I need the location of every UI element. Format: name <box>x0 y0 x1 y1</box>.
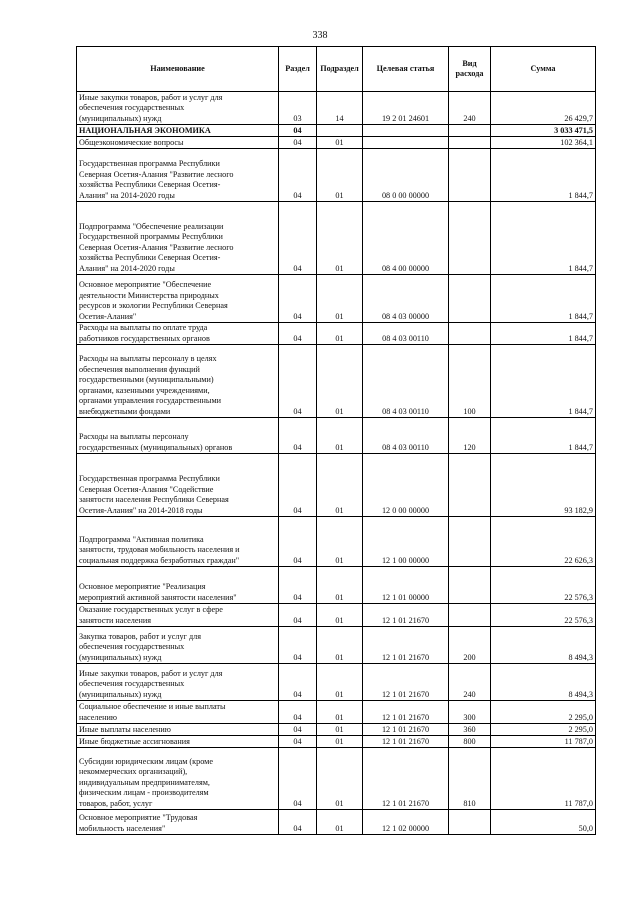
row-expense-type-cell <box>449 137 491 149</box>
row-amount-cell: 1 844,7 <box>491 275 596 323</box>
row-expense-type-cell <box>449 149 491 202</box>
row-subsection-cell: 01 <box>317 736 363 748</box>
row-amount-cell: 3 033 471,5 <box>491 125 596 137</box>
table-header-row <box>77 47 596 92</box>
row-subsection-cell: 01 <box>317 202 363 275</box>
row-article-cell: 08 4 03 00000 <box>363 275 449 323</box>
row-section-cell: 04 <box>279 323 317 345</box>
row-subsection-cell: 01 <box>317 137 363 149</box>
row-article-cell: 12 1 01 21670 <box>363 604 449 627</box>
row-name-cell: Расходы на выплаты персоналу в целях обеспечения выполнения функций государственными (муниципальными) органами, казенными учреждениями, органами управления государственными внебюджетными фондами <box>77 345 279 418</box>
row-name-cell: Основное мероприятие "Обеспечение деятельности Министерства природных ресурсов и экологии Республики Северная Осетия-Алания" <box>77 275 279 323</box>
table-row <box>77 275 596 323</box>
table-row <box>77 137 596 149</box>
row-article-cell <box>363 125 449 137</box>
row-subsection-cell: 01 <box>317 604 363 627</box>
row-subsection-cell: 01 <box>317 149 363 202</box>
table-row <box>77 567 596 604</box>
row-article-cell: 12 1 01 21670 <box>363 736 449 748</box>
row-expense-type-cell <box>449 202 491 275</box>
row-name-cell: Иные закупки товаров, работ и услуг для обеспечения государственных (муниципальных) нужд <box>77 92 279 125</box>
row-expense-type-cell <box>449 567 491 604</box>
row-name-cell: Субсидии юридическим лицам (кроме некоммерческих организаций), индивидуальным предпринимателям, физическим лицам - производителям товаров, работ, услуг <box>77 748 279 810</box>
row-section-cell: 04 <box>279 748 317 810</box>
row-amount-cell: 22 576,3 <box>491 604 596 627</box>
row-expense-type-cell: 100 <box>449 345 491 418</box>
row-section-cell: 04 <box>279 202 317 275</box>
row-section-cell: 04 <box>279 627 317 664</box>
row-name-cell: Расходы на выплаты по оплате труда работников государственных органов <box>77 323 279 345</box>
row-amount-cell: 22 576,3 <box>491 567 596 604</box>
row-name-cell: Общеэкономические вопросы <box>77 137 279 149</box>
row-expense-type-cell <box>449 517 491 567</box>
row-name-cell: Закупка товаров, работ и услуг для обеспечения государственных (муниципальных) нужд <box>77 627 279 664</box>
row-amount-cell: 1 844,7 <box>491 418 596 454</box>
row-amount-cell: 2 295,0 <box>491 724 596 736</box>
row-section-cell: 04 <box>279 454 317 517</box>
row-name-cell: Иные бюджетные ассигнования <box>77 736 279 748</box>
row-expense-type-cell: 800 <box>449 736 491 748</box>
row-article-cell: 12 1 01 00000 <box>363 567 449 604</box>
row-section-cell: 04 <box>279 418 317 454</box>
row-expense-type-cell: 120 <box>449 418 491 454</box>
header-amount: Сумма <box>491 47 596 92</box>
header-name: Наименование <box>77 47 279 92</box>
table-row <box>77 517 596 567</box>
row-amount-cell: 50,0 <box>491 810 596 835</box>
table-row <box>77 323 596 345</box>
table-row <box>77 149 596 202</box>
row-expense-type-cell: 810 <box>449 748 491 810</box>
row-expense-type-cell <box>449 125 491 137</box>
table-row <box>77 701 596 724</box>
header-target-article: Целевая статья <box>363 47 449 92</box>
header-expense-type: Вид расхода <box>449 47 491 92</box>
row-section-cell: 04 <box>279 149 317 202</box>
row-subsection-cell: 01 <box>317 701 363 724</box>
row-expense-type-cell: 200 <box>449 627 491 664</box>
row-section-cell: 04 <box>279 736 317 748</box>
row-subsection-cell: 01 <box>317 345 363 418</box>
row-section-cell: 04 <box>279 724 317 736</box>
row-name-cell: Оказание государственных услуг в сфере занятости населения <box>77 604 279 627</box>
row-article-cell: 12 1 01 21670 <box>363 664 449 701</box>
row-article-cell: 08 4 03 00110 <box>363 418 449 454</box>
row-name-cell: Расходы на выплаты персоналу государственных (муниципальных) органов <box>77 418 279 454</box>
header-subsection: Подраздел <box>317 47 363 92</box>
row-article-cell: 12 1 01 21670 <box>363 627 449 664</box>
row-section-cell: 04 <box>279 664 317 701</box>
row-subsection-cell: 01 <box>317 517 363 567</box>
row-amount-cell: 8 494,3 <box>491 664 596 701</box>
row-amount-cell: 1 844,7 <box>491 345 596 418</box>
row-amount-cell: 8 494,3 <box>491 627 596 664</box>
row-subsection-cell: 01 <box>317 418 363 454</box>
row-expense-type-cell: 240 <box>449 664 491 701</box>
row-section-cell: 04 <box>279 345 317 418</box>
table-row <box>77 92 596 125</box>
row-article-cell: 12 1 01 21670 <box>363 701 449 724</box>
row-section-cell: 04 <box>279 567 317 604</box>
row-name-cell: Иные выплаты населению <box>77 724 279 736</box>
row-section-cell: 04 <box>279 125 317 137</box>
row-article-cell: 19 2 01 24601 <box>363 92 449 125</box>
row-subsection-cell: 14 <box>317 92 363 125</box>
row-subsection-cell: 01 <box>317 323 363 345</box>
row-article-cell: 08 4 03 00110 <box>363 323 449 345</box>
row-name-cell: Основное мероприятие "Реализация мероприятий активной занятости населения" <box>77 567 279 604</box>
row-expense-type-cell: 300 <box>449 701 491 724</box>
row-name-cell: Государственная программа Республики Северная Осетия-Алания "Развитие лесного хозяйства Республики Северная Осетия- Алания" на 2014-2020 годы <box>77 149 279 202</box>
table-row <box>77 454 596 517</box>
table-row <box>77 418 596 454</box>
table-row <box>77 810 596 835</box>
row-article-cell: 08 4 03 00110 <box>363 345 449 418</box>
budget-table <box>76 46 596 835</box>
row-article-cell <box>363 137 449 149</box>
row-article-cell: 12 1 01 21670 <box>363 748 449 810</box>
row-article-cell: 08 4 00 00000 <box>363 202 449 275</box>
row-amount-cell: 22 626,3 <box>491 517 596 567</box>
row-name-cell: Основное мероприятие "Трудовая мобильность населения" <box>77 810 279 835</box>
table-row <box>77 345 596 418</box>
row-article-cell: 12 1 02 00000 <box>363 810 449 835</box>
table-row <box>77 736 596 748</box>
row-article-cell: 08 0 00 00000 <box>363 149 449 202</box>
row-amount-cell: 1 844,7 <box>491 323 596 345</box>
row-expense-type-cell <box>449 604 491 627</box>
row-name-cell: Социальное обеспечение и иные выплаты населению <box>77 701 279 724</box>
row-amount-cell: 11 787,0 <box>491 748 596 810</box>
row-section-cell: 04 <box>279 517 317 567</box>
header-section: Раздел <box>279 47 317 92</box>
row-section-cell: 04 <box>279 137 317 149</box>
row-section-cell: 04 <box>279 275 317 323</box>
row-article-cell: 12 1 01 21670 <box>363 724 449 736</box>
row-expense-type-cell: 240 <box>449 92 491 125</box>
row-subsection-cell <box>317 125 363 137</box>
row-amount-cell: 102 364,1 <box>491 137 596 149</box>
row-amount-cell: 26 429,7 <box>491 92 596 125</box>
row-expense-type-cell: 360 <box>449 724 491 736</box>
row-name-cell: Иные закупки товаров, работ и услуг для обеспечения государственных (муниципальных) нужд <box>77 664 279 701</box>
row-name-cell: НАЦИОНАЛЬНАЯ ЭКОНОМИКА <box>77 125 279 137</box>
row-section-cell: 04 <box>279 604 317 627</box>
table-row <box>77 604 596 627</box>
row-expense-type-cell <box>449 810 491 835</box>
row-subsection-cell: 01 <box>317 567 363 604</box>
row-subsection-cell: 01 <box>317 810 363 835</box>
row-name-cell: Подпрограмма "Обеспечение реализации Государственной программы Республики Северная Осетия-Алания "Развитие лесного хозяйства Республики Северная Осетия- Алания" на 2014-2020 годы <box>77 202 279 275</box>
row-subsection-cell: 01 <box>317 275 363 323</box>
table-row <box>77 627 596 664</box>
table-row <box>77 202 596 275</box>
row-expense-type-cell <box>449 323 491 345</box>
row-article-cell: 12 0 00 00000 <box>363 454 449 517</box>
row-subsection-cell: 01 <box>317 724 363 736</box>
row-article-cell: 12 1 00 00000 <box>363 517 449 567</box>
row-amount-cell: 11 787,0 <box>491 736 596 748</box>
row-expense-type-cell <box>449 275 491 323</box>
table-row <box>77 748 596 810</box>
row-amount-cell: 1 844,7 <box>491 202 596 275</box>
row-expense-type-cell <box>449 454 491 517</box>
table-row <box>77 664 596 701</box>
page-number: 338 <box>312 30 328 41</box>
row-amount-cell: 93 182,9 <box>491 454 596 517</box>
row-section-cell: 03 <box>279 92 317 125</box>
row-name-cell: Подпрограмма "Активная политика занятости, трудовая мобильность населения и социальная поддержка безработных граждан" <box>77 517 279 567</box>
table-row <box>77 724 596 736</box>
row-name-cell: Государственная программа Республики Северная Осетия-Алания "Содействие занятости населения Республики Северная Осетия-Алания" на 2014-2018 годы <box>77 454 279 517</box>
table-row <box>77 125 596 137</box>
row-subsection-cell: 01 <box>317 664 363 701</box>
row-section-cell: 04 <box>279 810 317 835</box>
row-section-cell: 04 <box>279 701 317 724</box>
row-amount-cell: 1 844,7 <box>491 149 596 202</box>
row-subsection-cell: 01 <box>317 627 363 664</box>
row-amount-cell: 2 295,0 <box>491 701 596 724</box>
row-subsection-cell: 01 <box>317 748 363 810</box>
row-subsection-cell: 01 <box>317 454 363 517</box>
